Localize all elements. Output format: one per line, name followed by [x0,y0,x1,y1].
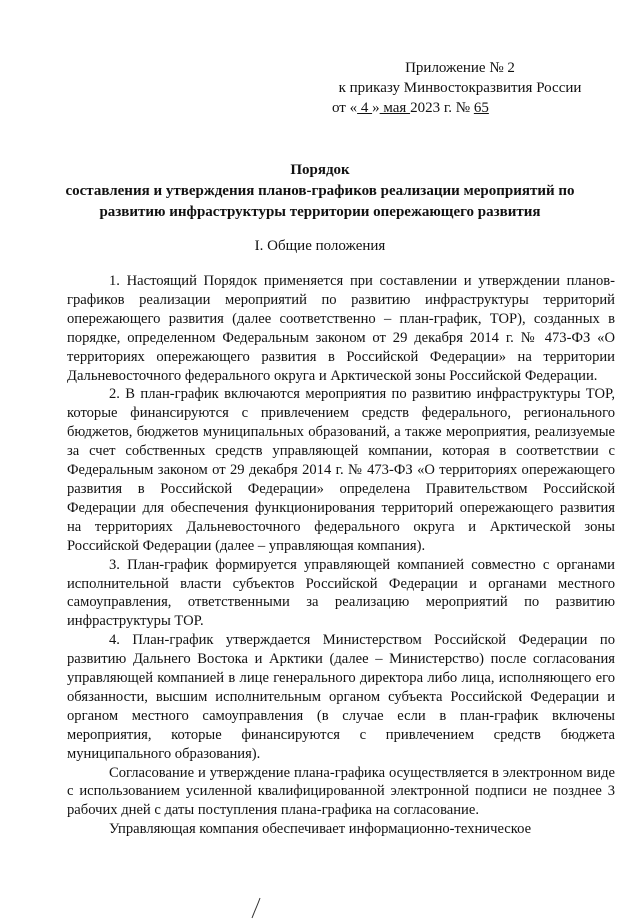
date-day: 4 [357,100,373,116]
appendix-header [310,58,610,118]
section-heading: I. Общие положения [254,238,386,254]
title-line-1: Порядок [290,162,350,178]
pen-mark-icon [250,896,264,920]
appendix-order-ref: к приказу Минвостокразвития России [338,80,582,96]
document-body [67,272,615,839]
title-line-3: развитию инфраструктуры территории опережающего развития [99,204,541,220]
paragraph-3: 3. План-график формируется управляющей компанией совместно с органами исполнительной власти субъектов Российской Федерации и органами местного самоуправления, ответственными за реализацию мероприятий по развитию инфраструктуры ТОР. [67,556,615,630]
paragraph-2: 2. В план-график включаются мероприятия по развитию инфраструктуры ТОР, которые финансируются с привлечением средств федерального, регионального бюджетов, бюджетов муниципальных образований, а также мероприятия, реализуемые за счет собственных средств управляющей компании, которая в соответствии с Федеральным законом от 29 декабря 2014 г. № 473-ФЗ «О территориях опережающего развития в Российской Федерации» определена Правительством Российской Федерации для обеспечения функционирования территорий опережающего развития на территориях Дальневосточного федерального округа и Арктической зоны Российской Федерации (далее – управляющая компания). [67,386,615,554]
paragraph-5: Согласование и утверждение плана-графика осуществляется в электронном виде с использованием усиленной квалифицированной электронной подписи не позднее 3 рабочих дней с даты поступления плана-графика на согласование. [67,764,615,819]
title-line-2: составления и утверждения планов-графиков реализации мероприятий по [65,183,575,199]
date-month: мая [379,100,411,116]
date-quote-close: » [372,100,380,116]
appendix-date-line [310,98,610,118]
paragraph-6: Управляющая компания обеспечивает информационно-техническое [109,821,532,838]
paragraph-1: 1. Настоящий Порядок применяется при составлении и утверждении планов-графиков реализации мероприятий по развитию инфраструктуры территорий опережающего развития (далее соответственно – план-график, ТОР), созданных в порядке, определенном Федеральным законом от 29 декабря 2014 г. № 473-ФЗ «О территориях опережающего развития в Российской Федерации» на территории Дальневосточного федерального округа и Арктической зоны Российской Федерации. [67,273,615,384]
date-prefix: от « [332,100,358,116]
document-title [40,160,600,223]
paragraph-4: 4. План-график утверждается Министерством Российской Федерации по развитию Дальнего Востока и Арктики (далее – Министерство) после согласования управляющей компанией в лице генерального директора либо лица, исполняющего его обязанности, высшим исполнительным органом субъекта Российской Федерации и органом местного самоуправления (в случае если в план-график включены мероприятия, которые финансируются с привлечением средств бюджета муниципального образования). [67,632,615,762]
appendix-title: Приложение № 2 [405,60,515,76]
order-number: 65 [473,100,489,116]
date-year: 2023 г. № [410,100,474,116]
